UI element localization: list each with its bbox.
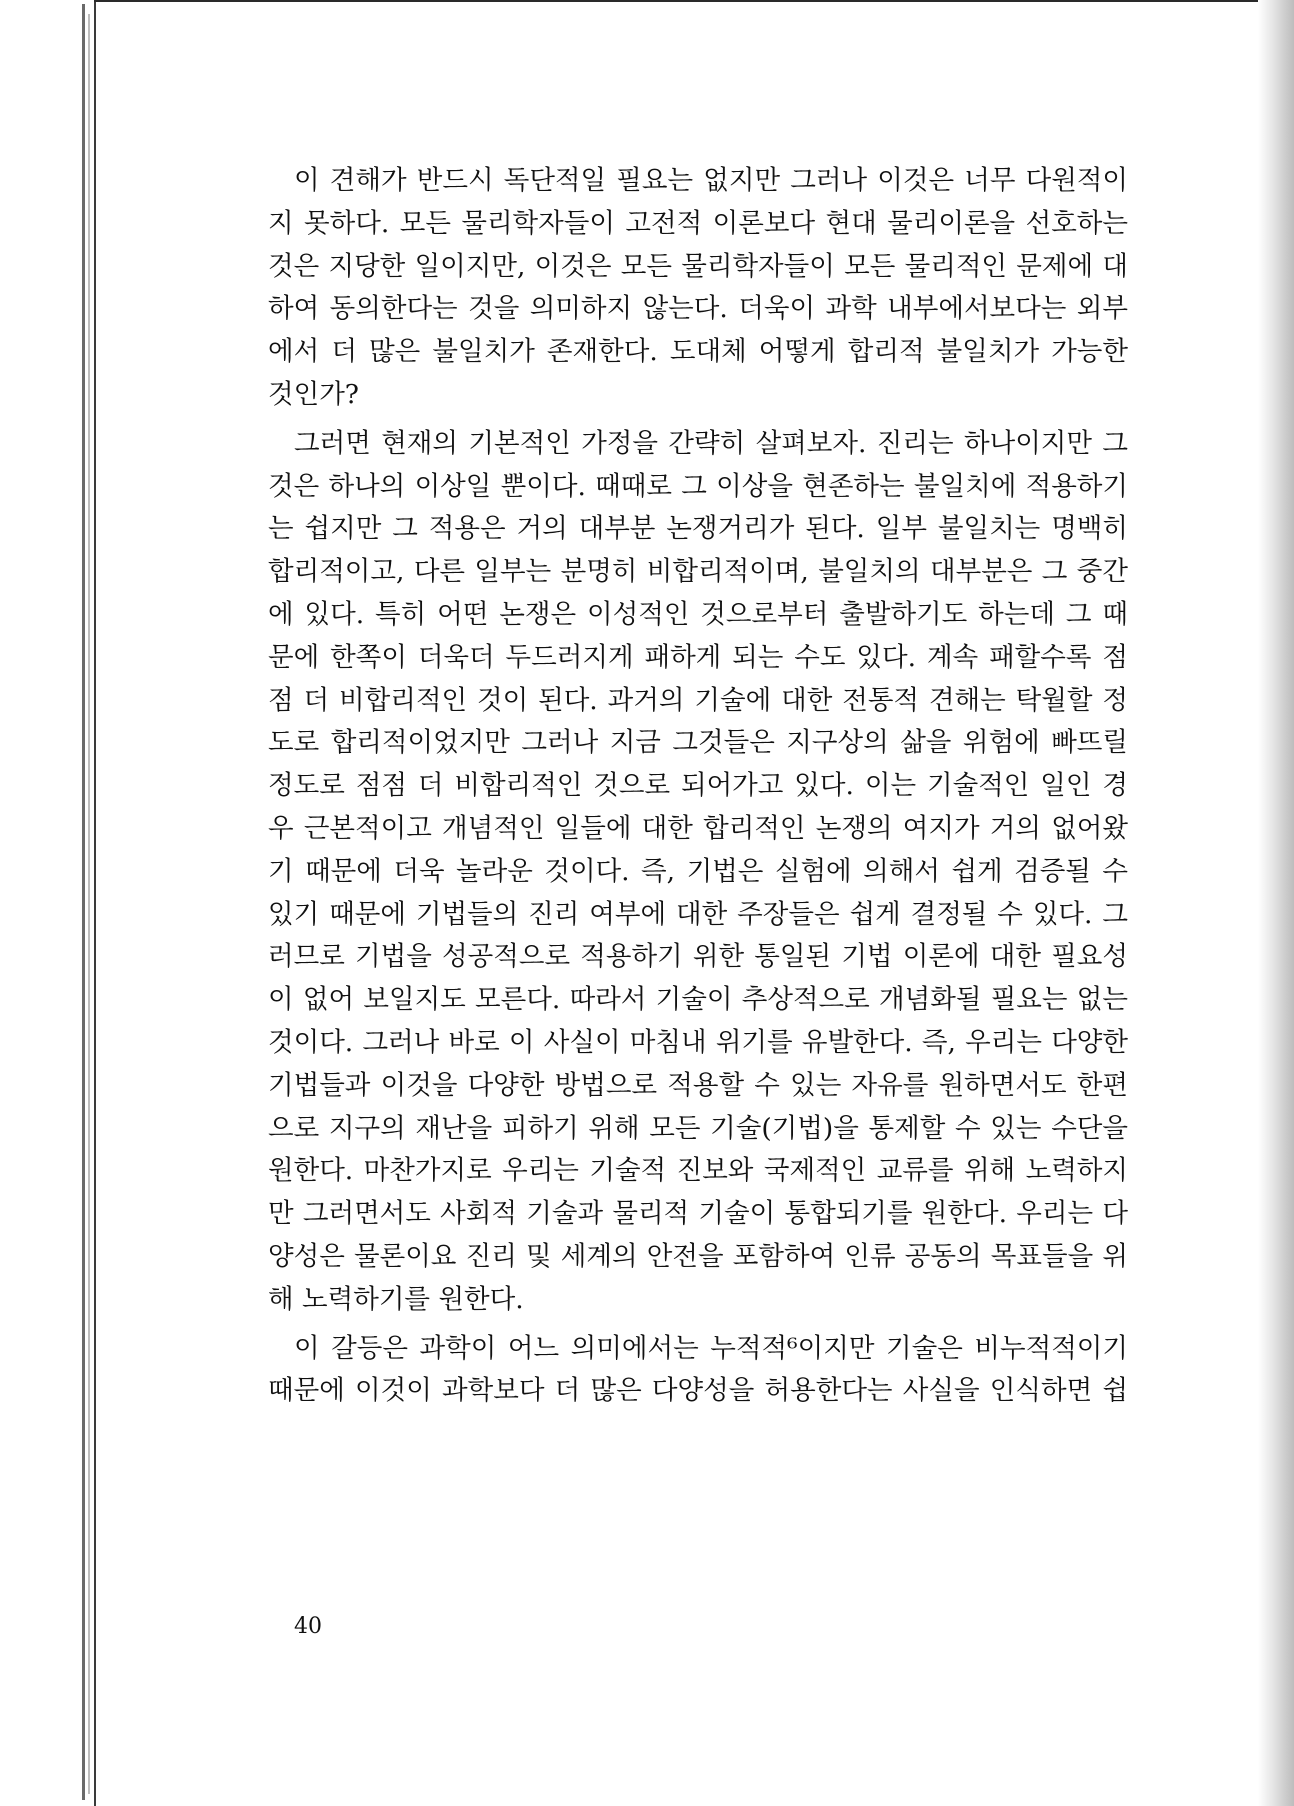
- binding-edge: [88, 14, 90, 1794]
- paragraph-1: 이 견해가 반드시 독단적일 필요는 없지만 그러나 이것은 너무 다원적이지 못하다. 모든 물리학자들이 고전적 이론보다 현대 물리이론을 선호하는 것은 지당한 일이지만, 이것은 모든 물리학자들이 모든 물리적인 문제에 대하여 동의한다는 것을 의미하지 않는다. 더욱이 과학 내부에서보다는 외부에서 더 많은 불일치가 존재한다. 도대체 어떻게 합리적 불일치가 가능한 것인가?: [268, 165, 1128, 410]
- binding-edge: [82, 4, 85, 1800]
- body-text: [268, 160, 1128, 1419]
- paragraph-2: 그러면 현재의 기본적인 가정을 간략히 살펴보자. 진리는 하나이지만 그것은 하나의 이상일 뿐이다. 때때로 그 이상을 현존하는 불일치에 적용하기는 쉽지만 그 적용은 거의 대부분 논쟁거리가 된다. 일부 불일치는 명백히 합리적이고, 다른 일부는 분명히 비합리적이며, 불일치의 대부분은 그 중간에 있다. 특히 어떤 논쟁은 이성적인 것으로부터 출발하기도 하는데 그 때문에 한쪽이 더욱더 두드러지게 패하게 되는 수도 있다. 계속 패할수록 점점 더 비합리적인 것이 된다. 과거의 기술에 대한 전통적 견해는 탁월할 정도로 합리적이었지만 그러나 지금 그것들은 지구상의 삶을 위험에 빠뜨릴 정도로 점점 더 비합리적인 것으로 되어가고 있다. 이는 기술적인 일인 경우 근본적이고 개념적인 일들에 대한 합리적인 논쟁의 여지가 거의 없어왔기 때문에 더욱 놀라운 것이다. 즉, 기법은 실험에 의해서 쉽게 검증될 수 있기 때문에 기법들의 진리 여부에 대한 주장들은 쉽게 결정될 수 있다. 그러므로 기법을 성공적으로 적용하기 위한 통일된 기법 이론에 대한 필요성이 없어 보일지도 모른다. 따라서 기술이 추상적으로 개념화될 필요는 없는 것이다. 그러나 바로 이 사실이 마침내 위기를 유발한다. 즉, 우리는 다양한 기법들과 이것을 다양한 방법으로 적용할 수 있는 자유를 원하면서도 한편으로 지구의 재난을 피하기 위해 모든 기술(기법)을 통제할 수 있는 수단을 원한다. 마찬가지로 우리는 기술적 진보와 국제적인 교류를 위해 노력하지만 그러면서도 사회적 기술과 물리적 기술이 통합되기를 원한다. 우리는 다양성은 물론이요 진리 및 세계의 안전을 포함하여 인류 공동의 목표들을 위해 노력하기를 원한다.: [268, 427, 1128, 1315]
- paragraph-3: 이 갈등은 과학이 어느 의미에서는 누적적⁶이지만 기술은 비누적적이기 때문에 이것이 과학보다 더 많은 다양성을 허용한다는 사실을 인식하면 쉽: [268, 1332, 1128, 1407]
- top-edge: [94, 0, 1274, 2]
- page-number: 40: [294, 1614, 322, 1639]
- binding-edge: [94, 0, 96, 1806]
- right-page-shadow: [1258, 0, 1294, 1806]
